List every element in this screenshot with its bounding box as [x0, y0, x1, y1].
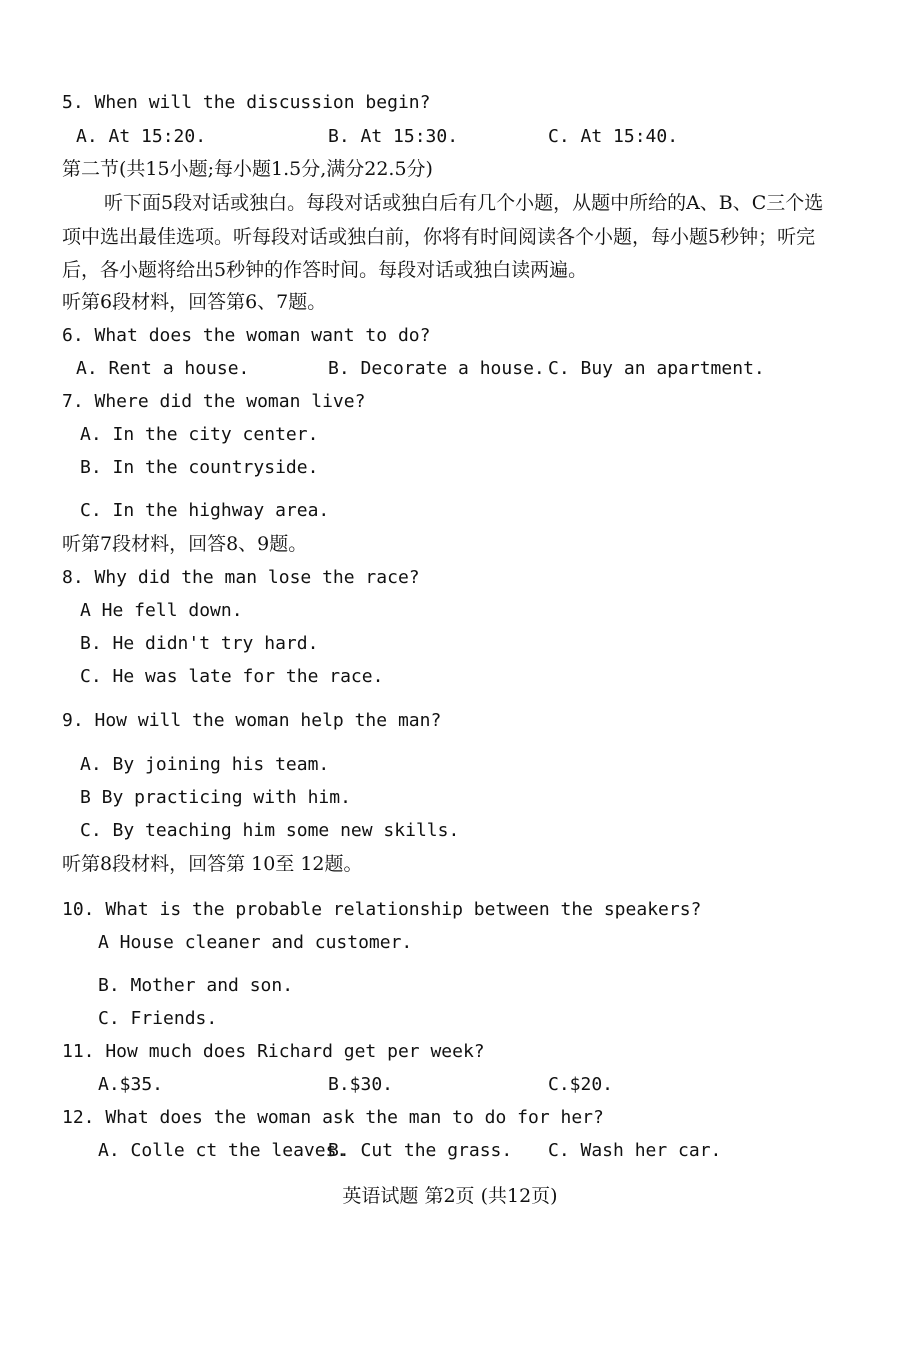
- q12-option-b: B. Cut the grass.: [328, 1140, 513, 1161]
- question-7: 7. Where did the woman live?: [62, 391, 366, 412]
- q7-option-b: B. In the countryside.: [80, 457, 319, 478]
- page-footer: 英语试题 第2页 (共12页): [342, 1185, 558, 1207]
- q6-option-b: B. Decorate a house.: [328, 358, 545, 379]
- question-9: 9. How will the woman help the man?: [62, 710, 442, 731]
- q10-option-c: C. Friends.: [98, 1008, 218, 1029]
- q8-option-b: B. He didn't try hard.: [80, 633, 319, 654]
- q6-option-a: A. Rent a house.: [76, 358, 250, 379]
- q7-option-c: C. In the highway area.: [80, 500, 330, 521]
- q5-option-c: C. At 15:40.: [548, 126, 679, 147]
- q12-option-c: C. Wash her car.: [548, 1140, 722, 1161]
- q9-option-c: C. By teaching him some new skills.: [80, 820, 460, 841]
- section-2-instruction-line-2: 项中选出最佳选项。听每段对话或独白前，你将有时间阅读各个小题，每小题5秒钟；听完: [62, 226, 816, 248]
- q11-option-b: B.$30.: [328, 1074, 394, 1095]
- material-8-heading: 听第8段材料，回答第 10至 12题。: [62, 853, 363, 875]
- question-12: 12. What does the woman ask the man to do for her?: [62, 1107, 604, 1128]
- material-7-heading: 听第7段材料，回答8、9题。: [62, 533, 308, 555]
- section-2-heading: 第二节(共15小题;每小题1.5分,满分22.5分): [62, 158, 433, 180]
- q9-option-a: A. By joining his team.: [80, 754, 330, 775]
- q11-option-a: A.$35.: [98, 1074, 164, 1095]
- q7-option-a: A. In the city center.: [80, 424, 319, 445]
- q12-option-a: A. Colle ct the leaves.: [98, 1140, 348, 1161]
- q11-option-c: C.$20.: [548, 1074, 614, 1095]
- question-5: 5. When will the discussion begin?: [62, 92, 431, 113]
- question-11: 11. How much does Richard get per week?: [62, 1041, 485, 1062]
- q10-option-a: A House cleaner and customer.: [98, 932, 413, 953]
- q5-option-a: A. At 15:20.: [76, 126, 207, 147]
- question-6: 6. What does the woman want to do?: [62, 325, 431, 346]
- material-6-heading: 听第6段材料，回答第6、7题。: [62, 291, 327, 313]
- q6-option-c: C. Buy an apartment.: [548, 358, 765, 379]
- q8-option-c: C. He was late for the race.: [80, 666, 384, 687]
- question-8: 8. Why did the man lose the race?: [62, 567, 420, 588]
- section-2-instruction-line-1: 听下面5段对话或独白。每段对话或独白后有几个小题，从题中所给的A、B、C三个选: [104, 192, 824, 214]
- section-2-instruction-line-3: 后，各小题将给出5秒钟的作答时间。每段对话或独白读两遍。: [62, 259, 588, 281]
- q8-option-a: A He fell down.: [80, 600, 243, 621]
- q5-option-b: B. At 15:30.: [328, 126, 459, 147]
- q9-option-b: B By practicing with him.: [80, 787, 351, 808]
- question-10: 10. What is the probable relationship between the speakers?: [62, 899, 702, 920]
- q10-option-b: B. Mother and son.: [98, 975, 294, 996]
